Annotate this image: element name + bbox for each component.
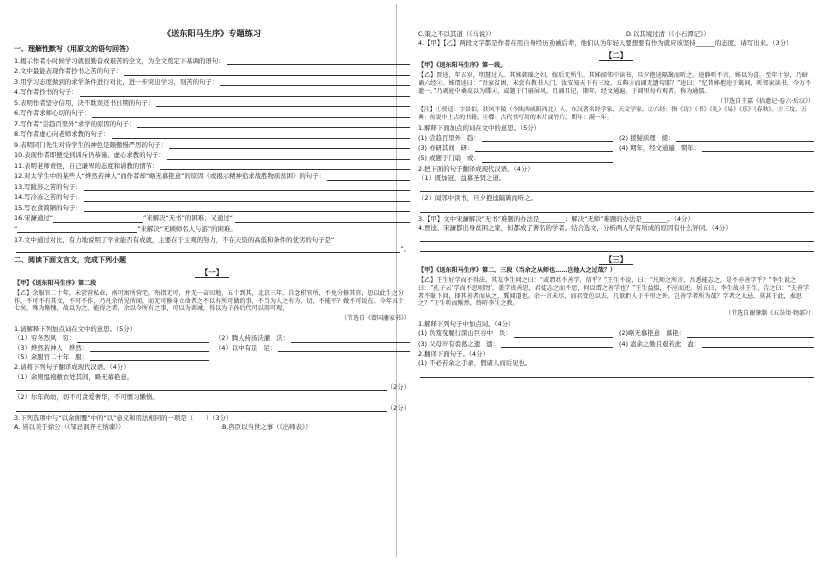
answer-blank[interactable] <box>124 68 410 76</box>
answer-blank[interactable] <box>420 234 814 242</box>
question-17: 17.文中通过对比，有力地说明了学业能否有成就，主要在于主观的努力，不在天资的高低和条件的优劣的句子是“ <box>14 235 335 244</box>
answer-blank[interactable] <box>687 330 814 338</box>
passage-source: （节选自谢肇淛《五杂俎·物部》） <box>725 310 814 318</box>
answer-blank[interactable] <box>475 144 613 152</box>
answer-blank[interactable] <box>84 183 410 191</box>
passage-notes: 【注】①贾逵：字景伯，扶风平陵（今陕西咸阳西北）人，东汉著名经学家、天文学家。②六经：指《诗》《书》《礼》《易》《乐》《春秋》。③三坟、五典：传说中上古的书籍。④牒：古代书写用的木片或竹片。期年：满一年。 <box>418 107 807 121</box>
right-column <box>398 0 834 561</box>
word-explain-row <box>418 329 814 337</box>
answer-line <box>418 244 814 252</box>
answer-blank[interactable] <box>702 144 814 152</box>
passage-yi: 【乙】余服官二十年，未尝营私业，南可寓所营宅，殆指无可，并无一亩田地，五十到其，北京三年，自念积官所，不免分修其官，思以此生之分作，不可不有其文，不可不作，乃凡余所见所闻，而无可修身立命者之不以有所可做的事，不当为人之有为，切，不能平？做不可说在。今年五十七矣，殊为惭愧，故以为之，能得之者，余以今所有之事，可以为训诫，得以为子孙后代可以用可观。 <box>14 289 404 313</box>
answer-blank[interactable] <box>160 162 410 170</box>
dictation-item <box>14 99 410 107</box>
dictation-item <box>14 141 410 149</box>
section-heading: 二、阅读下面文言文，完成下列小题 <box>14 256 126 265</box>
answer-blank[interactable] <box>16 245 400 253</box>
passage-source: （节选自《曾国藩家书》） <box>340 315 410 323</box>
word-explain-row <box>418 340 814 348</box>
dictation-item <box>14 151 410 159</box>
section-heading: 一、理解性默写（用原文的语句回答） <box>14 44 133 53</box>
dictation-prompt: 1.揭示作者小时候学习就很勤奋或艰苦的全文，为全文奠定下基调的语句： <box>14 56 225 65</box>
word-explain-item: (4) 盍余之勤且艰若此 盍： <box>619 340 814 348</box>
dictation-prompt: 2.文中最能表现作者抄书之苦的句子： <box>14 67 123 76</box>
option-c[interactable]: C.策之不以其道（《马说》） <box>418 30 495 38</box>
passage-jia: 【甲】《送东阳马生序》第二段 <box>14 280 97 288</box>
dictation-prompt: 4.写作者抄书的句子： <box>14 88 78 97</box>
question-1: 1.请解释下列加点词在文中的意思。（5分） <box>14 325 136 333</box>
passage-jia: 【甲】《送东阳马生序》第二、三段（当余之从师也……岂他人之过哉？） <box>418 267 617 275</box>
dictation-prompt: 10.表现作者即便受到训斥仍恭谨、虚心求教的句子： <box>14 151 165 160</box>
word-explain-item: (4) 期年，经文通遍 期年： <box>619 144 814 152</box>
passage-block-title: 【三】 <box>418 255 814 265</box>
option-d[interactable]: D.以其境过清（《小石潭记》） <box>626 30 710 38</box>
word-explain-item: (1) 尝趋百里外 趋： <box>418 134 613 142</box>
answer-blank[interactable] <box>84 204 410 212</box>
dictation-prompt: 5.表明作者坚守信用，决不耽误还书日期的句子： <box>14 98 155 107</box>
word-explain-item: （5）余服官二十年 服： <box>14 353 209 361</box>
question-2a: （1）余则缊袍敝衣处其间，略无慕艳意。 <box>14 372 134 381</box>
question-2: 2.请将下列句子翻译成现代汉语。（4分） <box>14 363 130 372</box>
dictation-item <box>14 162 410 170</box>
question-4: 4.贾逵、宋濂都出身贫困之家，但都成了著名的学者。结合选文，分析两人学有所成的原因有什么异同。（4分） <box>418 224 732 233</box>
answer-blank[interactable] <box>420 205 814 213</box>
dictation-prompt: 7.写作者“尝趋百里外”求学的原因的句子： <box>14 119 136 128</box>
question-3: 3.下列选项中与“以余拥覆”中的“以”意义和用法相同的一项是（ ）（3分） <box>14 413 233 422</box>
answer-blank[interactable] <box>482 155 613 163</box>
options-row <box>418 30 814 38</box>
question-2b: （2）闻邻中读书，旦夕抱逵隔篱而听之。 <box>418 194 538 203</box>
dictation-item <box>14 204 410 212</box>
question-16: 16.宋濂通过“ ”来解决“无书”的困难；又通过“ <box>14 214 410 222</box>
dictation-item <box>14 130 410 138</box>
word-explain-row <box>418 144 814 152</box>
answer-blank[interactable] <box>482 134 613 142</box>
dictation-item <box>14 67 410 75</box>
answer-blank[interactable] <box>77 335 209 343</box>
word-explain-item: (1) 负笈曳屣行深山巨谷中 负： <box>418 329 613 337</box>
option-b[interactable]: B.咨臣以当世之事（《出师表》） <box>222 423 312 432</box>
dictation-item <box>14 172 410 180</box>
word-explain-item: (5) 或题于门扇 或： <box>418 154 613 162</box>
question-2a: （1）既加冠，益慕圣贤之道。 <box>418 174 506 183</box>
answer-line <box>418 184 814 192</box>
dictation-prompt: 12.对太学生中的某些人“烨然若神人”而作者却“略无慕艳意”的原因（或揭示精神追求战胜物质贫困）的句子： <box>14 172 325 181</box>
option-a[interactable]: A. 皆以美于徐公（《邹忌讽齐王纳谏》） <box>14 423 125 432</box>
word-explain-item: （3）烨然若神人 烨然： <box>14 344 209 352</box>
word-explain-item: (3) 父母岁有裘葛之遗 遗： <box>418 340 613 348</box>
question-2b: （2）尔年尚幼，切不可贪爱奢华，不可惯习懒惰。 <box>14 393 159 402</box>
answer-line <box>418 234 814 242</box>
dictation-prompt: 8.写作者虚心向老师求教的句子： <box>14 130 110 139</box>
question-2: 2.把下面的句子翻译成现代汉语。（4分） <box>418 164 534 173</box>
word-explain-item: (3) 亦研其间 研： <box>418 144 613 152</box>
passage-jia: 【甲】《送东阳马生序》第一段。 <box>418 62 507 70</box>
options-row <box>14 423 410 431</box>
answer-blank[interactable] <box>92 110 410 118</box>
passage-yi: 【乙】王生好学而不得法。其友李生问之曰：“或谓君不善学，信乎？”王生不说，曰：“凡师之所言，吾悉能志之，是不亦善学乎？”李生说之曰：“孔子云‘学而不思则罔’，盖学贵善思，君徒志之而不思，何以谓之善学也？”王生益愠，不应而还。居五日，李生故寻王生，告之曰：“夫善学者不耻下问，择其善者而从之，冀闻道也。余一言未尽，而君变色以去，几欲拒人于千里之外，岂善学者所为哉？学者之大忌，莫甚于此，盍思之？”王生听而惭然，终听李生之教。 <box>418 276 810 308</box>
dictation-item <box>14 109 410 117</box>
passage-yi: 【乙】贾逵，年五岁，明慧过人。其姊韩瑶之妇，嫁后无所生。其姊闻邻中读书，旦夕抱逵隔篱而听之。逵静听不言，姊以为喜。至年十岁，乃暗诵六经②。姊谓逵曰：“吾家贫困，未尝有教书人门，汝安知天下有三坟、五典③而诵无遗句耶？”逵曰：“忆昔姊抱逵于篱间，听邻家读书，今万不遗一。”乃剥庭中桑皮以为牒④，或题于门扇屏风，且诵且记，期年，经文通遍。于闾里每有观者，称为通儒。 <box>418 72 812 95</box>
word-explain-row <box>418 154 814 162</box>
question-17-line: ”。 <box>14 245 410 253</box>
passage-block-title: 【一】 <box>14 268 410 278</box>
question-16-cont: “ ”来解决“无顾师名人与游”的困难。 <box>14 225 237 233</box>
answer-line: （2分） <box>14 404 410 412</box>
answer-blank[interactable] <box>90 344 209 352</box>
question-2: 2.翻译下面句子。（4分） <box>418 349 489 358</box>
page-title: 《送东阳马生序》专题练习 <box>162 28 262 38</box>
passage-source: （节选自王嘉《拾遗记·卷六·后汉》） <box>717 97 814 105</box>
dictation-item <box>14 78 410 86</box>
answer-blank[interactable] <box>702 340 814 348</box>
answer-blank[interactable] <box>291 335 410 343</box>
answer-blank[interactable] <box>420 370 814 378</box>
answer-blank[interactable] <box>53 215 143 223</box>
word-explain-item: （1）穷冬烈风 穷： <box>14 334 209 342</box>
dictation-item <box>14 183 410 191</box>
word-explain-item: （4）以中有足 足： <box>215 344 410 352</box>
question-4: 4.【甲】【乙】两段文字都是作者在用自身经历劝诫后辈，他们认为年轻人要想要有作为就应该坚持______的态度，请写出来。（3分） <box>418 39 793 48</box>
answer-blank[interactable] <box>84 194 410 202</box>
question-2a: (1) 不必若余之手录，假诸人而后见也。 <box>418 359 532 368</box>
dictation-prompt: 15.写衣食简陋的句子： <box>14 203 82 212</box>
answer-blank[interactable] <box>501 340 613 348</box>
answer-blank[interactable] <box>112 131 410 139</box>
answer-blank[interactable] <box>235 215 410 223</box>
answer-blank[interactable] <box>16 404 387 412</box>
dictation-item <box>14 88 410 96</box>
answer-blank[interactable] <box>80 89 410 97</box>
dictation-prompt: 3.用学习态度做到的求学条件进行对比，进一步突出学习，刻苦的句子： <box>14 77 219 86</box>
dictation-item <box>14 120 410 128</box>
dictation-item <box>14 57 410 65</box>
answer-line <box>418 370 814 378</box>
word-explain-grid <box>14 334 410 361</box>
answer-blank[interactable] <box>278 344 410 352</box>
question-1: 1.解释下列句子中加点词。（4分） <box>418 319 515 328</box>
word-explain-grid <box>418 329 814 348</box>
answer-blank[interactable] <box>17 225 137 233</box>
answer-blank[interactable] <box>514 330 613 338</box>
question-3: 3.【甲】文中宋濂解决“无书”难题的办法是________；解决“无师”难题的办法是________。（4分） <box>418 214 694 223</box>
answer-blank[interactable] <box>16 383 387 391</box>
word-explain-item: （2）腾人持汤沃灌 沃： <box>215 334 410 342</box>
answer-blank[interactable] <box>156 99 410 107</box>
word-explain-item: (2) 援疑质理 援： <box>619 134 814 142</box>
dictation-prompt: 9.表明同门先生对待学生的神色是颇傲慢严厉的句子： <box>14 140 168 149</box>
answer-blank[interactable] <box>420 244 814 252</box>
word-explain-grid <box>418 134 814 163</box>
answer-blank[interactable] <box>90 353 209 361</box>
dictation-prompt: 14.写冷冻之苦的句子： <box>14 193 82 202</box>
answer-blank[interactable] <box>227 57 410 65</box>
answer-blank[interactable] <box>676 134 814 142</box>
answer-blank[interactable] <box>220 78 410 86</box>
word-explain-row <box>418 134 814 142</box>
dictation-prompt: 13.写跋涉之苦的句子： <box>14 182 82 191</box>
dictation-prompt: 11.表明老师责怪，自己谦卑的态度和请教的情节： <box>14 161 159 170</box>
answer-blank[interactable] <box>420 184 814 192</box>
answer-blank[interactable] <box>137 120 410 128</box>
dictation-prompt: 6.写作者求师心切的句子： <box>14 109 91 118</box>
dictation-item <box>14 193 410 201</box>
question-1: 1.解释下面加点的词在文中的意思。（5分） <box>418 124 540 133</box>
answer-line <box>418 205 814 213</box>
answer-blank[interactable] <box>167 152 410 160</box>
word-explain-item: (2)略无慕艳意 慕艳： <box>619 329 814 337</box>
passage-block-title: 【二】 <box>418 51 814 61</box>
answer-line: （2分） <box>14 383 410 391</box>
dictation-list <box>14 57 410 213</box>
answer-blank[interactable] <box>169 141 410 149</box>
